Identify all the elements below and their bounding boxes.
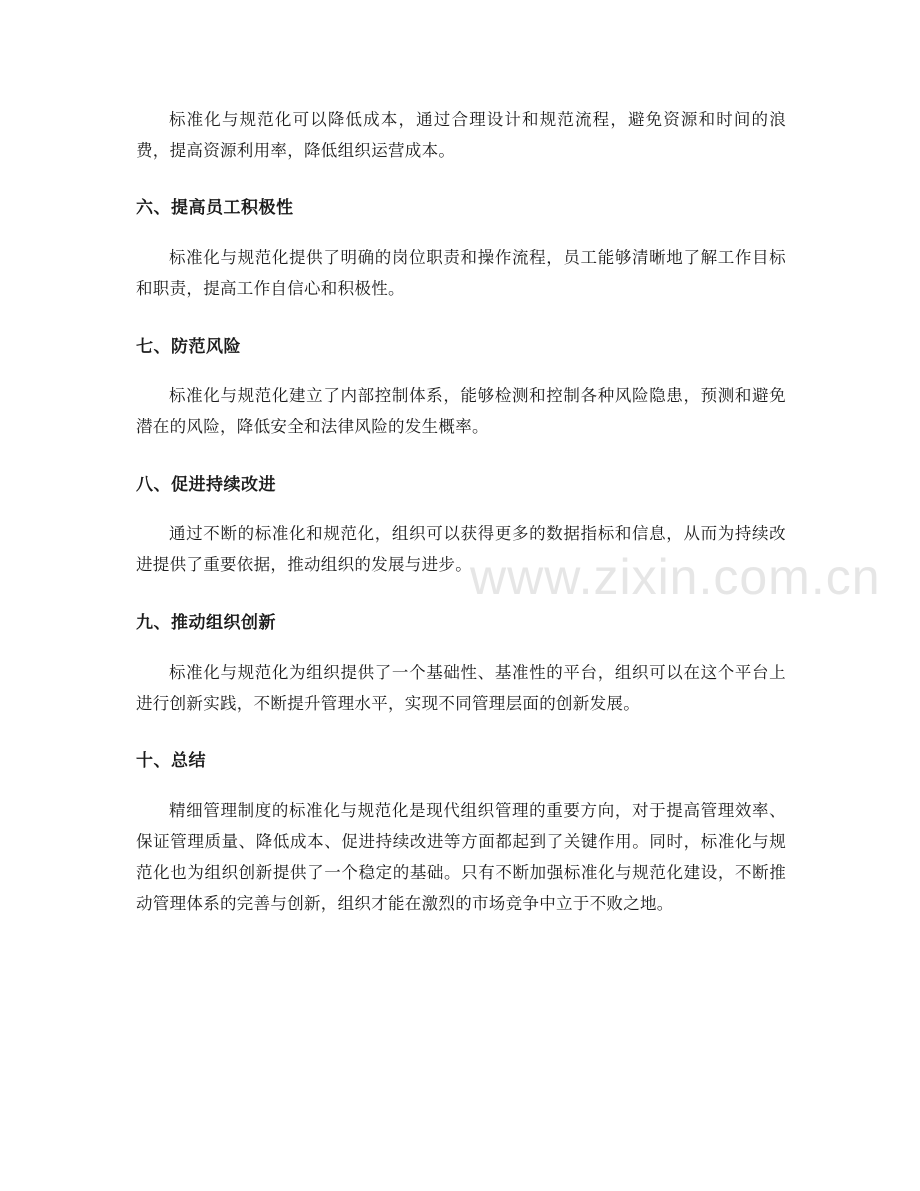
heading-summary: 十、总结 [136,751,206,771]
heading-risk-prevention: 七、防范风险 [136,337,241,357]
heading-employee-motivation: 六、提高员工积极性 [136,198,294,218]
paragraph-risk-prevention: 标准化与规范化建立了内部控制体系，能够检测和控制各种风险隐患，预测和避免潜在的风险，降低安全和法律风险的发生概率。 [136,386,786,436]
paragraph-summary: 精细管理制度的标准化与规范化是现代组织管理的重要方向，对于提高管理效率、保证管理质量、降低成本、促进持续改进等方面都起到了关键作用。同时，标准化与规范化也为组织创新提供了一个稳定的基础。只有不断加强标准化与规范化建设，不断推动管理体系的完善与创新，组织才能在激烈的市场竞争中立于不败之地。 [136,801,786,913]
heading-organizational-innovation: 九、推动组织创新 [136,613,276,633]
paragraph-cost-reduction: 标准化与规范化可以降低成本，通过合理设计和规范流程，避免资源和时间的浪费，提高资源利用率，降低组织运营成本。 [136,110,786,160]
paragraph-employee-motivation: 标准化与规范化提供了明确的岗位职责和操作流程，员工能够清晰地了解工作目标和职责，提高工作自信心和积极性。 [136,248,786,298]
paragraph-organizational-innovation: 标准化与规范化为组织提供了一个基础性、基准性的平台，组织可以在这个平台上进行创新实践，不断提升管理水平，实现不同管理层面的创新发展。 [136,663,786,713]
paragraph-continuous-improvement: 通过不断的标准化和规范化，组织可以获得更多的数据指标和信息，从而为持续改进提供了重要依据，推动组织的发展与进步。 [136,524,786,574]
watermark-text: www.zixin.com.cn [470,549,881,605]
heading-continuous-improvement: 八、促进持续改进 [136,475,276,495]
